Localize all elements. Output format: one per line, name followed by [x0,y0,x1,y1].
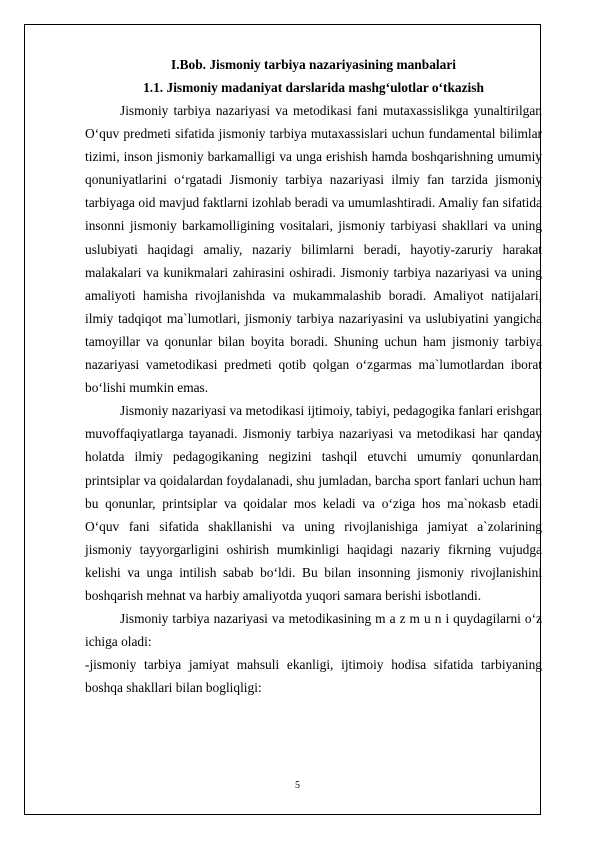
document-body [85,53,542,699]
paragraph-3: Jismoniy tarbiya nazariyasi va metodikasining m a z m u n i quydagilarni o‘z ichiga oladi: [85,611,542,650]
chapter-title: I.Bob. Jismoniy tarbiya nazariyasining manbalari [171,57,456,72]
section-title: 1.1. Jismoniy madaniyat darslarida mashg‘ulotlar o‘tkazish [143,80,484,95]
paragraph-4: -jismoniy tarbiya jamiyat mahsuli ekanligi, ijtimoiy hodisa sifatida tarbiyaning boshqa shakllari bilan bogliqligi: [85,657,542,696]
paragraph-1: Jismoniy tarbiya nazariyasi va metodikasi fani mutaxassislikga yunaltirilgan O‘quv predmeti sifatida jismoniy tarbiya mutaxassislari uchun fundamental bilimlar tizimi, inson jismoniy barkamalligi va unga erishish hamda boshqarishning umumiy qonuniyatlarini o‘rgatadi Jismoniy tarbiya nazariyasi ilmiy fan tarzida jismoniy tarbiyaga oid mavjud faktlarni izohlab beradi va umumlashtiradi. Amaliy fan sifatida insonni jismoniy barkamolligining vositalari, jismoniy tarbiyasi shakllari va uning uslubiyati haqidagi amaliy, nazariy bilimlarni beradi, hayotiy-zaruriy harakat malakalari va kunikmalari zahirasini oshiradi. Jismoniy tarbiya nazariyasi va uning amaliyoti hamisha rivojlanishda va mukammalashib boradi. Amaliyot natijalari, ilmiy tadqiqot ma`lumotlari, jismoniy tarbiya nazariyasini va uslubiyatini yangicha tamoyillar va qonunlar bilan boyita boradi. Shuning uchun ham jismoniy tarbiya nazariyasi vametodikasi predmeti qotib qolgan o‘zgarmas ma`lumotlardan iborat bo‘lishi mumkin emas. [85,103,542,396]
paragraph-2: Jismoniy nazariyasi va metodikasi ijtimoiy, tabiyi, pedagogika fanlari erishgan muvoffaqiyatlarga tayanadi. Jismoniy tarbiya nazariyasi va metodikasi har qanday holatda ilmiy pedagogikaning negizini tashqil etuvchi umumiy qonunlardan, printsiplar va qoidalardan foydalanadi, shu jumladan, barcha sport fanlari uchun ham bu qonunlar, printsiplar va qoidalar mos keladi va o‘ziga hos ma`nokasb etadi. O‘quv fani sifatida shakllanishi va uning rivojlanishiga jamiyat a`zolarining jismoniy tayyorgarligini oshirish mumkinligi haqidagi nazariy fikrning vujudga kelishi va unga intilish sabab bo‘ldi. Bu bilan insonning jismoniy rivojlanishini boshqarish mehnat va harbiy amaliyotda yuqori samara berishi isbotlandi. [85,403,542,603]
page-number: 5 [295,780,300,791]
